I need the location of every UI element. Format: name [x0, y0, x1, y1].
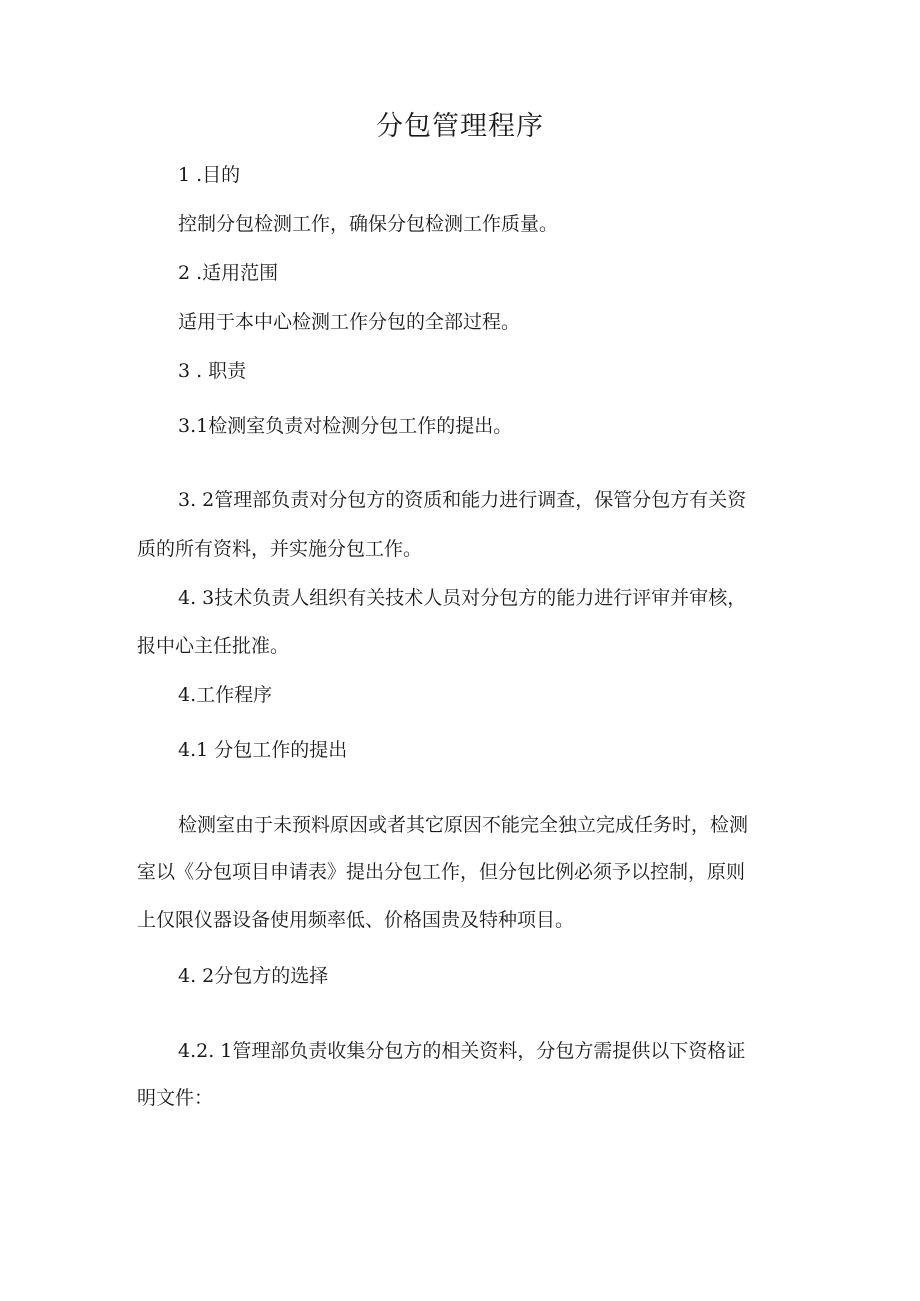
paragraph-4-1-line-2: 室以《分包项目申请表》提出分包工作，但分包比例必须予以控制，原则: [137, 861, 746, 883]
section-heading-responsibilities: 3 . 职责: [178, 360, 247, 382]
paragraph-4-1-line-3: 上仅限仪器设备使用频率低、价格国贵及特种项目。: [137, 909, 575, 931]
section-heading-purpose: 1 .目的: [178, 164, 241, 186]
section-heading-scope: 2 .适用范围: [178, 262, 279, 284]
document-title: 分包管理程序: [376, 111, 544, 142]
paragraph-3-3-line-1: 4. 3技术负责人组织有关技术人员对分包方的能力进行评审并审核，: [178, 587, 747, 609]
paragraph-3-2-line-1: 3. 2管理部负责对分包方的资质和能力进行调查，保管分包方有关资: [178, 489, 747, 511]
paragraph-4-2-1-line-2: 明文件：: [137, 1087, 214, 1109]
paragraph-3-3-line-2: 报中心主任批准。: [137, 635, 290, 657]
paragraph-4-2-1-line-1: 4.2. 1管理部负责收集分包方的相关资料，分包方需提供以下资格证: [178, 1040, 746, 1062]
paragraph-3-2-line-2: 质的所有资料，并实施分包工作。: [137, 538, 423, 560]
paragraph-scope: 适用于本中心检测工作分包的全部过程。: [178, 311, 521, 333]
paragraph-purpose: 控制分包检测工作，确保分包检测工作质量。: [178, 213, 559, 235]
subsection-heading-4-2: 4. 2分包方的选择: [178, 965, 329, 987]
subsection-heading-4-1: 4.1 分包工作的提出: [178, 739, 348, 761]
paragraph-3-1: 3.1检测室负责对检测分包工作的提出。: [178, 415, 513, 437]
paragraph-4-1-line-1: 检测室由于未预料原因或者其它原因不能完全独立完成任务时，检测: [178, 814, 749, 836]
section-heading-procedure: 4.工作程序: [178, 684, 273, 706]
